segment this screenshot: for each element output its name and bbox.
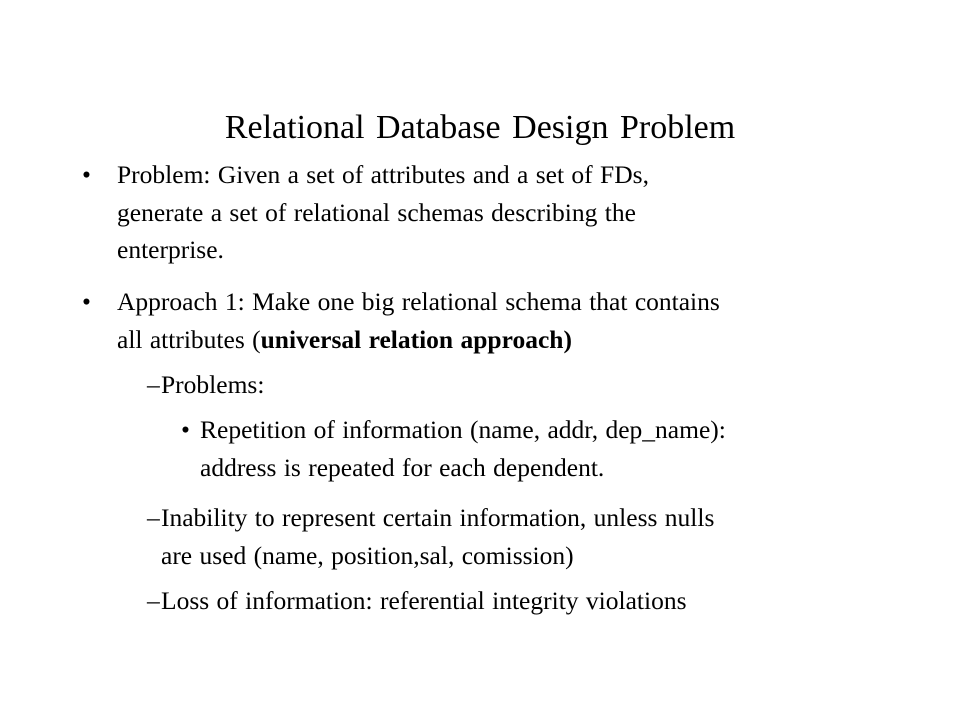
bullet-problem-line-2: generate a set of relational schemas describing the [117, 197, 636, 227]
bullet-marker: • [82, 160, 91, 189]
sub-inability [161, 499, 714, 574]
bullet-problem-line-1: Problem: Given a set of attributes and a set of FDs, [117, 160, 649, 189]
dash-marker: – [147, 586, 160, 615]
bullet-approach-line-1: Approach 1: Make one big relational schema that contains [117, 287, 720, 316]
bullet-approach-line-2 [117, 321, 720, 359]
subsub-repetition [200, 411, 726, 486]
slide-title: Relational Database Design Problem [224, 109, 736, 146]
universal-relation-approach-emphasis: universal relation approach) [260, 324, 572, 354]
bullet-approach [117, 283, 720, 358]
sub-inability-line-2: are used (name, position,sal, comission) [161, 540, 574, 570]
bullet-marker: • [82, 287, 91, 316]
sub-loss: Loss of information: referential integrity violations [161, 586, 687, 615]
bullet-problem [117, 156, 649, 269]
bullet-approach-line-2-text: all attributes ( [117, 324, 261, 354]
bullet-problem-line-3: enterprise. [117, 235, 224, 264]
subsub-repetition-line-2: address is repeated for each dependent. [200, 452, 605, 482]
dash-marker: – [147, 503, 160, 532]
subsub-repetition-line-1: Repetition of information (name, addr, dep_name): [200, 415, 726, 444]
bullet-marker: • [181, 415, 190, 444]
sub-inability-line-1: Inability to represent certain information, unless nulls [161, 503, 715, 532]
dash-marker: – [147, 370, 160, 399]
sub-problems: Problems: [161, 370, 265, 399]
